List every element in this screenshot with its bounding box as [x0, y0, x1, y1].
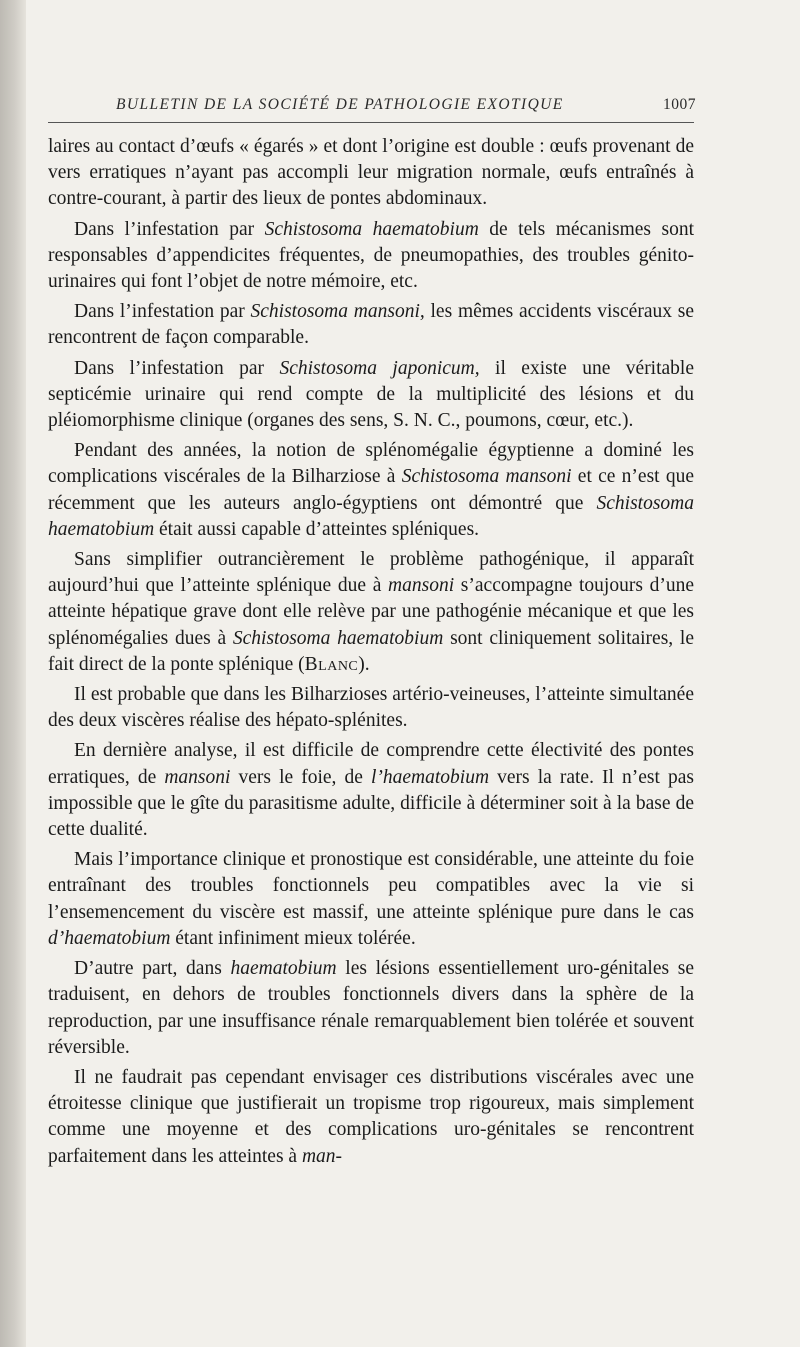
text-run: Il est probable que dans les Bilharzioses artério-veineuses, l’atteinte simultanée des deux viscères réalise des hépato-splénites.	[48, 684, 694, 732]
text-run: Sans simplifier outrancièrement le problème pathogénique, il apparaît aujourd’hui que l’atteinte splénique due à	[48, 549, 694, 597]
text-run: s’accompagne toujours d’une atteinte hépatique grave dont elle relève par une pathogénie mécanique et que les splénomégalies dues à	[48, 575, 694, 649]
paragraph	[48, 682, 694, 734]
text-run: Dans l’infestation par	[74, 218, 265, 240]
italic-term: man-	[301, 1145, 343, 1167]
paragraph	[48, 217, 694, 296]
text-run: les lésions essentiellement uro-génitales se traduisent, en dehors de troubles fonctionnels divers dans la sphère de la reproduction, par une insuffisance rénale remarquablement bien tolérée et souvent réversible.	[48, 958, 695, 1058]
text-run: laires au contact d’œufs « égarés » et dont l’origine est double : œufs provenant de vers erratiques n’ayant pas accompli leur migration normale, œufs entraînés à contre-courant, à partir des lieux de pontes abdominaux.	[48, 136, 694, 210]
text-run: ).	[358, 653, 370, 675]
body-text	[48, 134, 694, 1174]
text-run: était aussi capable d’atteintes spléniques.	[154, 518, 480, 540]
paragraph	[48, 134, 694, 213]
page-number: 1007	[663, 96, 696, 113]
italic-term: Schistosoma haematobium	[48, 492, 694, 540]
paragraph	[48, 438, 694, 543]
italic-term: haematobium	[230, 958, 337, 980]
text-run: Dans l’infestation par	[74, 357, 280, 379]
text-run: étant infiniment mieux tolérée.	[170, 927, 416, 949]
italic-term: l’haematobium	[370, 766, 490, 788]
paragraph	[48, 847, 694, 952]
page-gutter-shadow	[0, 0, 26, 1347]
paragraph	[48, 956, 694, 1061]
italic-term: Schistosoma haematobium	[232, 627, 444, 649]
text-run: Il ne faudrait pas cependant envisager ces distributions viscérales avec une étroitesse clinique que justifierait un tropisme trop rigoureux, mais simplement comme une moyenne et des complications uro-génitales se rencontrent parfaitement dans les atteintes à	[48, 1066, 694, 1167]
journal-title: BULLETIN DE LA SOCIÉTÉ DE PATHOLOGIE EXOTIQUE	[116, 96, 564, 113]
author-name: Blanc	[304, 653, 359, 675]
text-run: sont cliniquement solitaires, le fait direct de la ponte splénique (	[48, 627, 694, 675]
paragraph	[48, 547, 694, 678]
italic-term: d’haematobium	[48, 927, 171, 949]
paragraph	[48, 299, 694, 351]
running-header	[116, 96, 716, 118]
text-run: En dernière analyse, il est difficile de comprendre cette électivité des pontes erratiques, de	[48, 740, 694, 788]
paragraph	[48, 356, 694, 435]
italic-term: Schistosoma haematobium	[264, 218, 479, 240]
italic-term: Schistosoma mansoni	[401, 466, 572, 488]
text-run: les mêmes accidents viscéraux se rencontrent de façon comparable.	[48, 301, 694, 349]
paragraph	[48, 738, 694, 843]
text-run: vers la rate. Il n’est pas impossible que le gîte du parasitisme adulte, difficile à déterminer soit à la base de cette dualité.	[48, 766, 694, 841]
italic-term: mansoni	[164, 766, 231, 788]
text-run: Dans l’infestation par	[74, 301, 251, 323]
italic-term: mansoni	[388, 575, 455, 597]
text-run: D’autre part, dans	[74, 958, 231, 980]
text-run: de tels mécanismes sont responsables d’appendicites fréquentes, de pneumopathies, des troubles génito-urinaires qui font l’objet de notre mémoire, etc.	[48, 218, 694, 293]
text-run: Pendant des années, la notion de splénomégalie égyptienne a dominé les complications viscérales de la Bilharziose à	[48, 440, 694, 488]
header-rule	[48, 122, 694, 123]
italic-term: Schistosoma mansoni,	[250, 301, 425, 323]
text-run: vers le foie, de	[230, 766, 371, 788]
paragraph	[48, 1065, 694, 1170]
text-run: Mais l’importance clinique et pronostique est considérable, une atteinte du foie entraînant des troubles fonctionnels peu compatibles avec la vie si l’ensemencement du viscère est massif, une atteinte splénique pure dans le cas	[48, 849, 694, 923]
italic-term: Schistosoma japonicum,	[279, 357, 480, 379]
text-run: il existe une véritable septicémie urinaire qui rend compte de la multiplicité des lésions et du pléiomorphisme clinique (organes des sens, S. N. C., poumons, cœur, etc.).	[48, 357, 694, 432]
text-run: et ce n’est que récemment que les auteurs anglo-égyptiens ont démontré que	[48, 466, 694, 514]
